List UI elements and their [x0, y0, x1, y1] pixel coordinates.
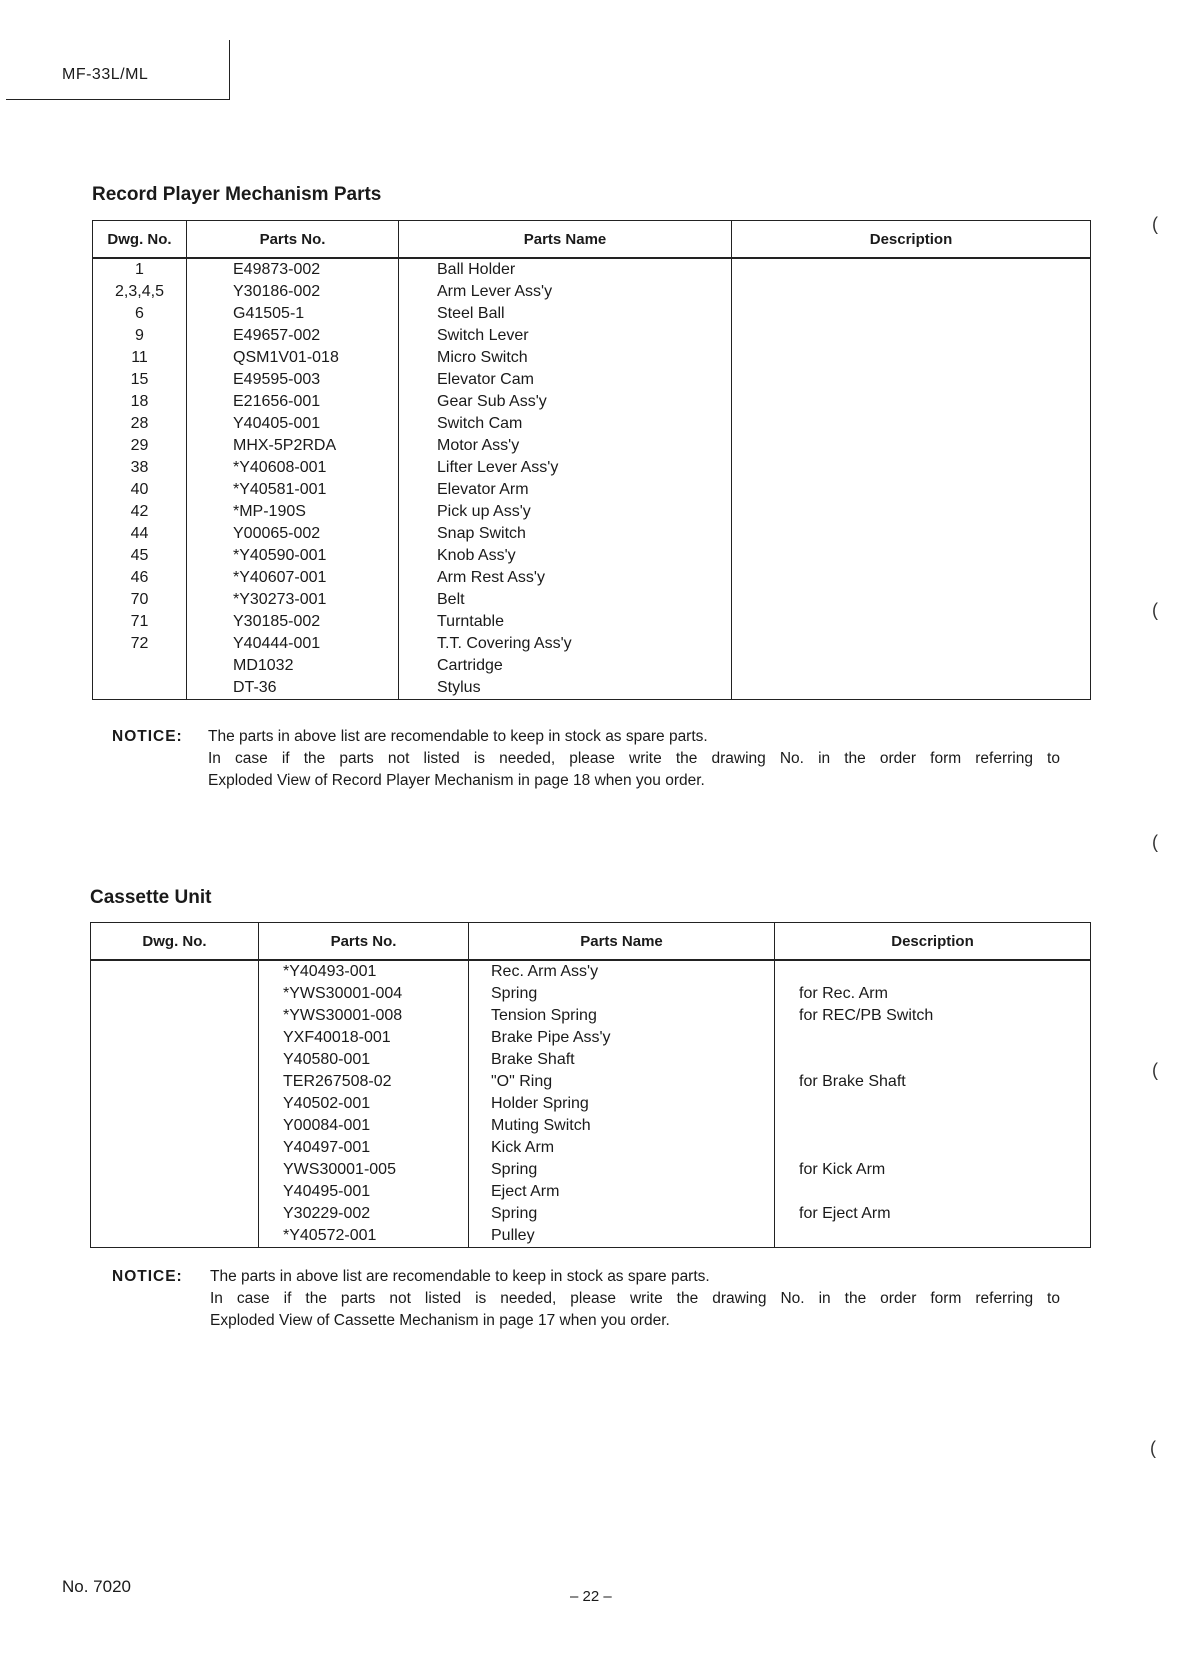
cell-name: Pick up Ass'y	[437, 503, 531, 520]
cell-part-no: MHX-5P2RDA	[233, 437, 337, 454]
cell-name: Turntable	[437, 613, 504, 630]
notice-line: The parts in above list are recomendable to keep in stock as spare parts.	[208, 728, 708, 745]
cell-name: Rec. Arm Ass'y	[491, 963, 599, 980]
cell-desc	[775, 1093, 1090, 1115]
cell-dwg: 9	[135, 327, 144, 344]
cell-name: Switch Lever	[437, 327, 529, 344]
table-header-row	[93, 221, 1091, 259]
cell-part-no: *Y30273-001	[233, 591, 327, 608]
cell-desc	[775, 1115, 1090, 1137]
cell-desc	[732, 347, 1090, 369]
cell-desc	[732, 523, 1090, 545]
cell-name: Brake Pipe Ass'y	[491, 1029, 611, 1046]
parts-no-column	[187, 258, 399, 700]
cell-name: Gear Sub Ass'y	[437, 393, 547, 410]
header-parts-name: Parts Name	[399, 221, 732, 259]
cell-part-no: TER267508-02	[283, 1073, 392, 1090]
cell-name: Lifter Lever Ass'y	[437, 459, 559, 476]
cell-desc	[732, 369, 1090, 391]
cell-dwg: 45	[130, 547, 149, 564]
cell-part-no: Y40580-001	[283, 1051, 371, 1068]
cell-dwg	[91, 1181, 258, 1203]
cell-desc	[775, 1049, 1090, 1071]
cell-part-no: E21656-001	[233, 393, 321, 410]
cell-part-no: YWS30001-005	[283, 1161, 396, 1178]
cell-part-no: Y30186-002	[233, 283, 321, 300]
cell-part-no: *Y40572-001	[283, 1227, 377, 1244]
cell-desc	[775, 1225, 1090, 1247]
cell-name: Ball Holder	[437, 261, 516, 278]
cell-name: Elevator Arm	[437, 481, 529, 498]
cell-dwg	[91, 1027, 258, 1049]
cell-dwg	[91, 1005, 258, 1027]
cell-name: T.T. Covering Ass'y	[437, 635, 572, 652]
cell-name: Pulley	[491, 1227, 535, 1244]
cell-name: Spring	[491, 1205, 538, 1222]
cassette-parts-table	[90, 922, 1091, 1248]
cell-dwg: 2,3,4,5	[115, 283, 164, 300]
notice-line: In case if the parts not listed is needed, please write the drawing No. in the order form referring to	[210, 1290, 1060, 1307]
cell-dwg	[91, 1203, 258, 1225]
cell-part-no: Y30185-002	[233, 613, 321, 630]
record-player-title: Record Player Mechanism Parts	[92, 184, 382, 205]
table-header-row	[91, 923, 1091, 961]
cell-dwg: 15	[130, 371, 149, 388]
cell-desc: for Eject Arm	[799, 1205, 891, 1222]
cell-dwg: 38	[130, 459, 149, 476]
page-number: – 22 –	[570, 1588, 612, 1605]
cell-name: Micro Switch	[437, 349, 528, 366]
cell-dwg: 70	[130, 591, 149, 608]
document-number: No. 7020	[62, 1577, 131, 1596]
cell-name: Holder Spring	[491, 1095, 589, 1112]
cell-desc	[775, 961, 1090, 983]
cell-name: Kick Arm	[491, 1139, 555, 1156]
cell-part-no: *Y40493-001	[283, 963, 377, 980]
binding-mark: (	[1152, 1060, 1158, 1080]
cell-part-no: *MP-190S	[233, 503, 306, 520]
header-description: Description	[732, 221, 1091, 259]
cell-part-no: E49595-003	[233, 371, 321, 388]
cell-desc	[732, 391, 1090, 413]
cell-part-no: *YWS30001-004	[283, 985, 403, 1002]
cell-dwg	[91, 1115, 258, 1137]
binding-mark: (	[1152, 214, 1158, 234]
binding-mark: (	[1152, 832, 1158, 852]
notice-line: In case if the parts not listed is needed, please write the drawing No. in the order form referring to	[208, 750, 1060, 767]
notice-body	[208, 726, 1060, 792]
header-description: Description	[775, 923, 1091, 961]
cell-part-no: Y40444-001	[233, 635, 321, 652]
cell-name: Cartridge	[437, 657, 503, 674]
dwg-no-column	[93, 258, 187, 700]
cell-part-no: G41505-1	[233, 305, 305, 322]
parts-name-column	[469, 960, 775, 1248]
header-parts-no: Parts No.	[187, 221, 399, 259]
cell-desc	[732, 259, 1090, 281]
description-column	[732, 258, 1091, 700]
cell-desc	[732, 281, 1090, 303]
cell-part-no: Y40502-001	[283, 1095, 371, 1112]
cell-part-no: *YWS30001-008	[283, 1007, 403, 1024]
cell-desc	[732, 435, 1090, 457]
cell-dwg	[91, 1049, 258, 1071]
notice-line: The parts in above list are recomendable to keep in stock as spare parts.	[210, 1268, 710, 1285]
cell-dwg: 40	[130, 481, 149, 498]
cell-dwg: 28	[130, 415, 149, 432]
cell-part-no: *Y40581-001	[233, 481, 327, 498]
cell-desc: for Kick Arm	[799, 1161, 886, 1178]
cell-name: Switch Cam	[437, 415, 523, 432]
cell-desc	[732, 567, 1090, 589]
cell-desc	[775, 1137, 1090, 1159]
notice-line: Exploded View of Cassette Mechanism in page 17 when you order.	[210, 1312, 670, 1329]
cell-dwg: 44	[130, 525, 149, 542]
cell-name: Spring	[491, 985, 538, 1002]
cell-desc	[732, 501, 1090, 523]
cell-desc	[732, 413, 1090, 435]
cell-name: Spring	[491, 1161, 538, 1178]
notice-label: NOTICE:	[112, 1268, 183, 1285]
cell-dwg	[91, 1137, 258, 1159]
cell-part-no: *Y40607-001	[233, 569, 327, 586]
cell-part-no: Y40495-001	[283, 1183, 371, 1200]
cell-desc	[732, 479, 1090, 501]
cassette-unit-title: Cassette Unit	[90, 887, 212, 908]
cell-dwg	[91, 1093, 258, 1115]
cell-name: Belt	[437, 591, 465, 608]
header-dwg-no: Dwg. No.	[93, 221, 187, 259]
cell-name: Motor Ass'y	[437, 437, 520, 454]
cell-dwg: 71	[130, 613, 149, 630]
header-parts-name: Parts Name	[469, 923, 775, 961]
parts-no-column	[259, 960, 469, 1248]
cell-desc: for Rec. Arm	[799, 985, 888, 1002]
cell-name: Muting Switch	[491, 1117, 591, 1134]
cell-part-no: Y00065-002	[233, 525, 321, 542]
cell-desc	[775, 1181, 1090, 1203]
cell-desc: for REC/PB Switch	[799, 1007, 934, 1024]
table-body-row	[93, 258, 1091, 700]
table-body-row	[91, 960, 1091, 1248]
cell-part-no: *Y40608-001	[233, 459, 327, 476]
binding-mark: (	[1150, 1438, 1156, 1458]
header-dwg-no: Dwg. No.	[91, 923, 259, 961]
cell-desc	[775, 1027, 1090, 1049]
cell-dwg	[91, 983, 258, 1005]
cell-part-no: DT-36	[233, 679, 277, 696]
model-number: MF-33L/ML	[62, 66, 149, 83]
cell-name: Stylus	[437, 679, 481, 696]
dwg-no-column	[91, 960, 259, 1248]
cell-dwg	[93, 655, 186, 677]
cell-dwg: 18	[130, 393, 149, 410]
cell-dwg	[93, 677, 186, 699]
cell-part-no: YXF40018-001	[283, 1029, 391, 1046]
cell-name: Tension Spring	[491, 1007, 597, 1024]
cell-dwg: 29	[130, 437, 149, 454]
cell-name: Steel Ball	[437, 305, 505, 322]
binding-mark: (	[1152, 600, 1158, 620]
notice-label: NOTICE:	[112, 728, 183, 745]
cell-dwg	[91, 1225, 258, 1247]
cell-dwg	[91, 1159, 258, 1181]
cell-name: "O" Ring	[491, 1073, 553, 1090]
cell-name: Elevator Cam	[437, 371, 534, 388]
cell-name: Brake Shaft	[491, 1051, 575, 1068]
cell-desc	[732, 611, 1090, 633]
cell-desc	[732, 303, 1090, 325]
cell-dwg	[91, 1071, 258, 1093]
cell-dwg: 72	[130, 635, 149, 652]
cell-desc	[732, 545, 1090, 567]
notice-body	[210, 1266, 1060, 1332]
cell-name: Arm Rest Ass'y	[437, 569, 545, 586]
cell-desc	[732, 633, 1090, 655]
record-player-parts-table	[92, 220, 1091, 700]
cell-desc	[732, 589, 1090, 611]
cell-dwg: 11	[131, 349, 148, 366]
cell-part-no: Y00084-001	[283, 1117, 371, 1134]
cell-desc	[732, 457, 1090, 479]
cell-name: Snap Switch	[437, 525, 526, 542]
cell-part-no: E49657-002	[233, 327, 321, 344]
notice-line: Exploded View of Record Player Mechanism in page 18 when you order.	[208, 772, 705, 789]
cell-desc	[732, 677, 1090, 699]
cell-name: Arm Lever Ass'y	[437, 283, 553, 300]
parts-name-column	[399, 258, 732, 700]
cell-desc	[732, 325, 1090, 347]
cell-part-no: *Y40590-001	[233, 547, 327, 564]
cell-dwg: 42	[130, 503, 149, 520]
description-column	[775, 960, 1091, 1248]
cell-part-no: E49873-002	[233, 261, 321, 278]
cell-desc	[732, 655, 1090, 677]
cell-dwg: 6	[135, 305, 144, 322]
cell-name: Knob Ass'y	[437, 547, 516, 564]
cell-dwg	[91, 961, 258, 983]
cell-part-no: Y40405-001	[233, 415, 321, 432]
cell-part-no: Y30229-002	[283, 1205, 371, 1222]
cell-part-no: MD1032	[233, 657, 294, 674]
cell-part-no: Y40497-001	[283, 1139, 371, 1156]
cell-dwg: 1	[135, 261, 144, 278]
cell-part-no: QSM1V01-018	[233, 349, 339, 366]
cell-dwg: 46	[130, 569, 149, 586]
header-parts-no: Parts No.	[259, 923, 469, 961]
cell-name: Eject Arm	[491, 1183, 560, 1200]
cell-desc: for Brake Shaft	[799, 1073, 906, 1090]
